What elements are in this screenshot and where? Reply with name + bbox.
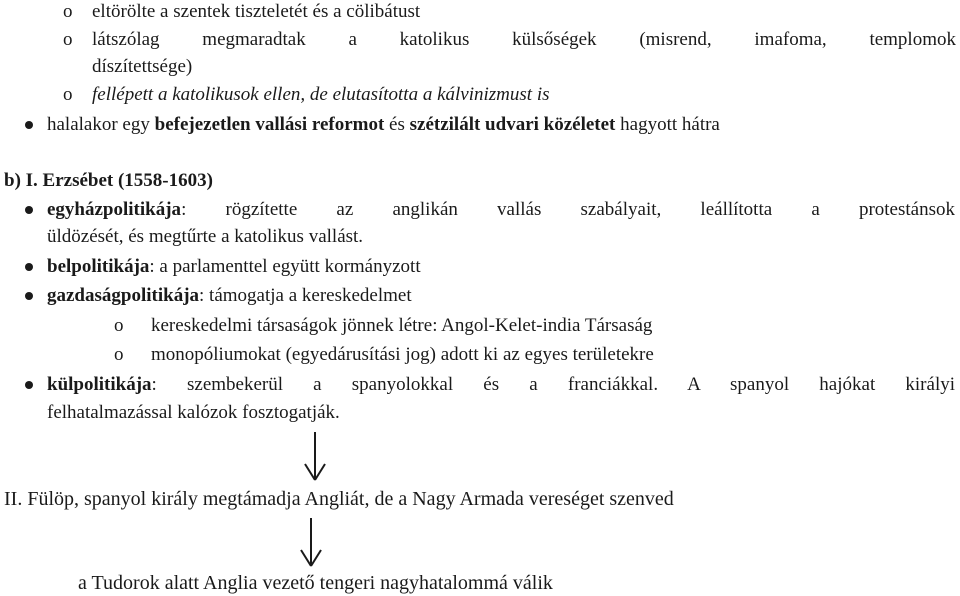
list-marker: o: [63, 84, 73, 105]
bullet-text: egyházpolitikája: rögzítette az anglikán vallás szabályait, leállította a protestánsok: [47, 199, 955, 220]
bullet-text: külpolitikája: szembekerül a spanyolokkal és a franciákkal. A spanyol hajókat királyi: [47, 374, 955, 395]
list-item-text: látszólag megmaradtak a katolikus külsőségek (misrend, imafoma, templomok: [92, 29, 956, 50]
down-arrow-icon: [300, 432, 330, 484]
list-marker: o: [114, 315, 124, 336]
consequence-text: II. Fülöp, spanyol király megtámadja Angliát, de a Nagy Armada vereséget szenved: [4, 488, 674, 510]
list-item-text: eltörölte a szentek tiszteletét és a cölibátust: [92, 1, 421, 22]
bullet-dot: [25, 206, 33, 214]
bullet-text: gazdaságpolitikája: támogatja a kereskedelmet: [47, 285, 412, 306]
bullet-dot: [25, 381, 33, 389]
conclusion-text: a Tudorok alatt Anglia vezető tengeri nagyhatalommá válik: [78, 572, 553, 594]
bullet-dot: [25, 292, 33, 300]
down-arrow-icon: [296, 518, 326, 570]
list-item-text-cont: díszítettsége): [92, 56, 193, 77]
list-item-text: kereskedelmi társaságok jönnek létre: Angol-Kelet-india Társaság: [151, 315, 653, 336]
list-item-text: fellépett a katolikusok ellen, de elutasította a kálvinizmust is: [92, 84, 550, 105]
bullet-text-cont: üldözését, és megtűrte a katolikus vallást.: [47, 226, 364, 247]
bullet-text-cont: felhatalmazással kalózok fosztogatják.: [47, 402, 340, 423]
bullet-text: belpolitikája: a parlamenttel együtt kormányzott: [47, 256, 421, 277]
list-marker: o: [63, 1, 73, 22]
bullet-text: halalakor egy befejezetlen vallási reformot és szétzilált udvari közéletet hagyott hátra: [47, 114, 720, 135]
section-heading: b) I. Erzsébet (1558-1603): [4, 170, 213, 191]
list-item-text: monopóliumokat (egyedárusítási jog) adott ki az egyes területekre: [151, 344, 654, 365]
list-marker: o: [63, 29, 73, 50]
list-marker: o: [114, 344, 124, 365]
bullet-dot: [25, 263, 33, 271]
bullet-dot: [25, 121, 33, 129]
